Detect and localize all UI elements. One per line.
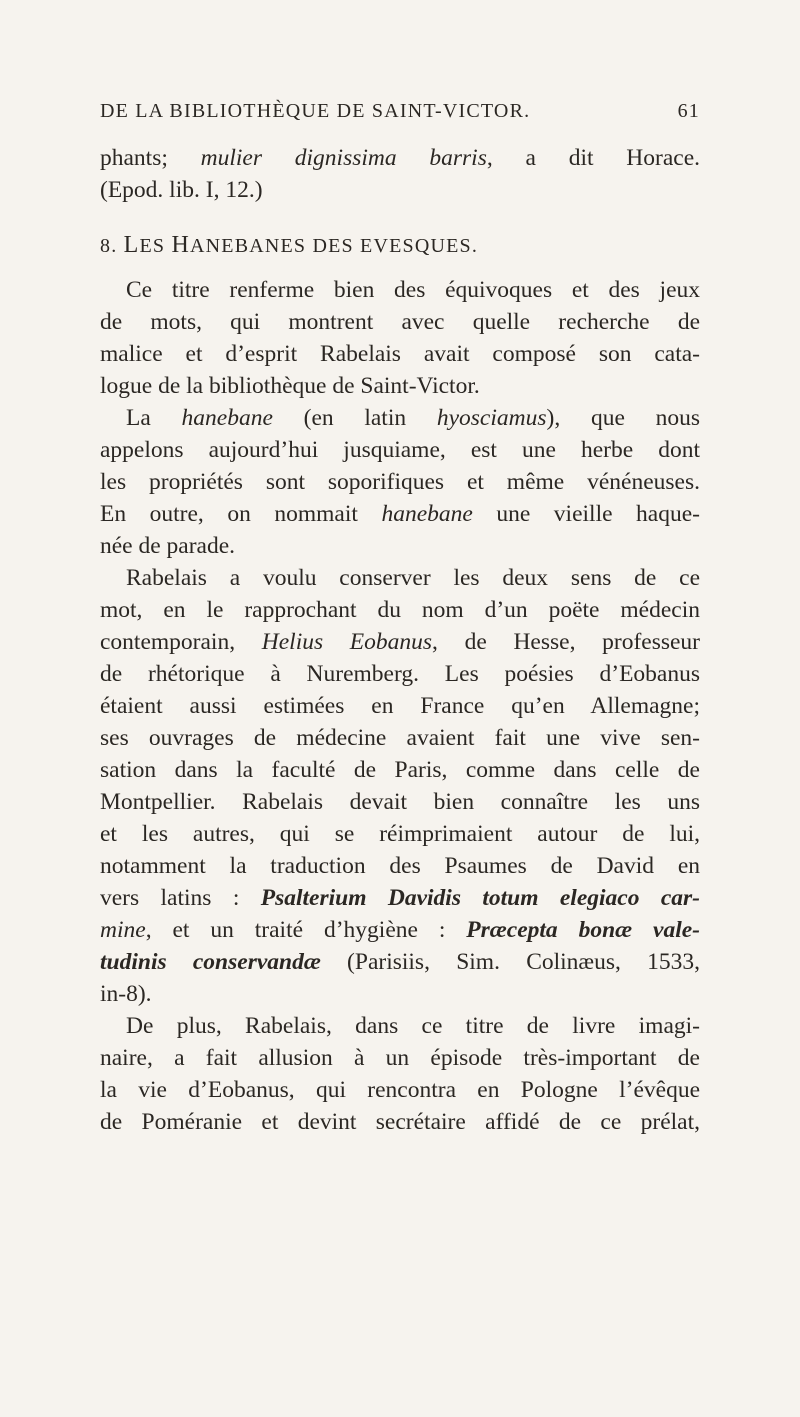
text-line: in-8). [100,981,152,1007]
text-line: sation dans la faculté de Paris, comme dans celle de [100,757,700,783]
text-line: phants; mulier dignissima barris, a dit Horace. [100,145,700,171]
text-line: de rhétorique à Nuremberg. Les poésies d’Eobanus [100,661,700,687]
paragraph [100,1010,700,1138]
running-head-title: DE LA BIBLIOTHÈQUE DE SAINT-VICTOR. [100,100,531,122]
text-line: de Poméranie et devint secrétaire affidé de ce prélat, [100,1109,700,1135]
text-line: Montpellier. Rabelais devait bien connaître les uns [100,789,700,815]
text-line: ses ouvrages de médecine avaient fait une vive sen- [100,725,700,751]
text-line: mot, en le rapprochant du nom d’un poëte médecin [100,597,700,623]
running-head [100,100,700,130]
text-line: notamment la traduction des Psaumes de David en [100,853,700,879]
text-line: En outre, on nommait hanebane une vieille haque- [100,501,700,527]
text-line: de mots, qui montrent avec quelle recherche de [100,309,700,335]
text-line: Ce titre renferme bien des équivoques et des jeux [126,277,700,303]
text-line: malice et d’esprit Rabelais avait composé son cata- [100,341,700,367]
paragraph [100,274,700,402]
page-number: 61 [677,100,700,122]
text-line: naire, a fait allusion à un épisode très-important de [100,1045,700,1071]
text-line: étaient aussi estimées en France qu’en Allemagne; [100,693,700,719]
text-line: et les autres, qui se réimprimaient autour de lui, [100,821,700,847]
paragraph [100,402,700,562]
text-line: (Epod. lib. I, 12.) [100,177,263,203]
text-line: mine, et un traité d’hygiène : Præcepta bonæ vale- [100,917,700,943]
text-line: La hanebane (en latin hyosciamus), que nous [126,405,700,431]
section-heading: 8. LES HANEBANES DES EVESQUES. [100,232,479,258]
text-line: la vie d’Eobanus, qui rencontra en Pologne l’évêque [100,1077,700,1103]
text-line: née de parade. [100,533,236,559]
text-line: logue de la bibliothèque de Saint-Victor. [100,373,480,399]
text-line: contemporain, Helius Eobanus, de Hesse, professeur [100,629,700,655]
text-line: tudinis conservandæ (Parisiis, Sim. Colinæus, 1533, [100,949,700,975]
text-line: De plus, Rabelais, dans ce titre de livre imagi- [126,1013,700,1039]
text-line: appelons aujourd’hui jusquiame, est une herbe dont [100,437,700,463]
text-line: les propriétés sont soporifiques et même vénéneuses. [100,469,700,495]
text-line: Rabelais a voulu conserver les deux sens de ce [126,565,700,591]
book-page [100,100,700,1138]
text-line: vers latins : Psalterium Davidis totum elegiaco car- [100,885,700,911]
paragraph [100,562,700,1010]
